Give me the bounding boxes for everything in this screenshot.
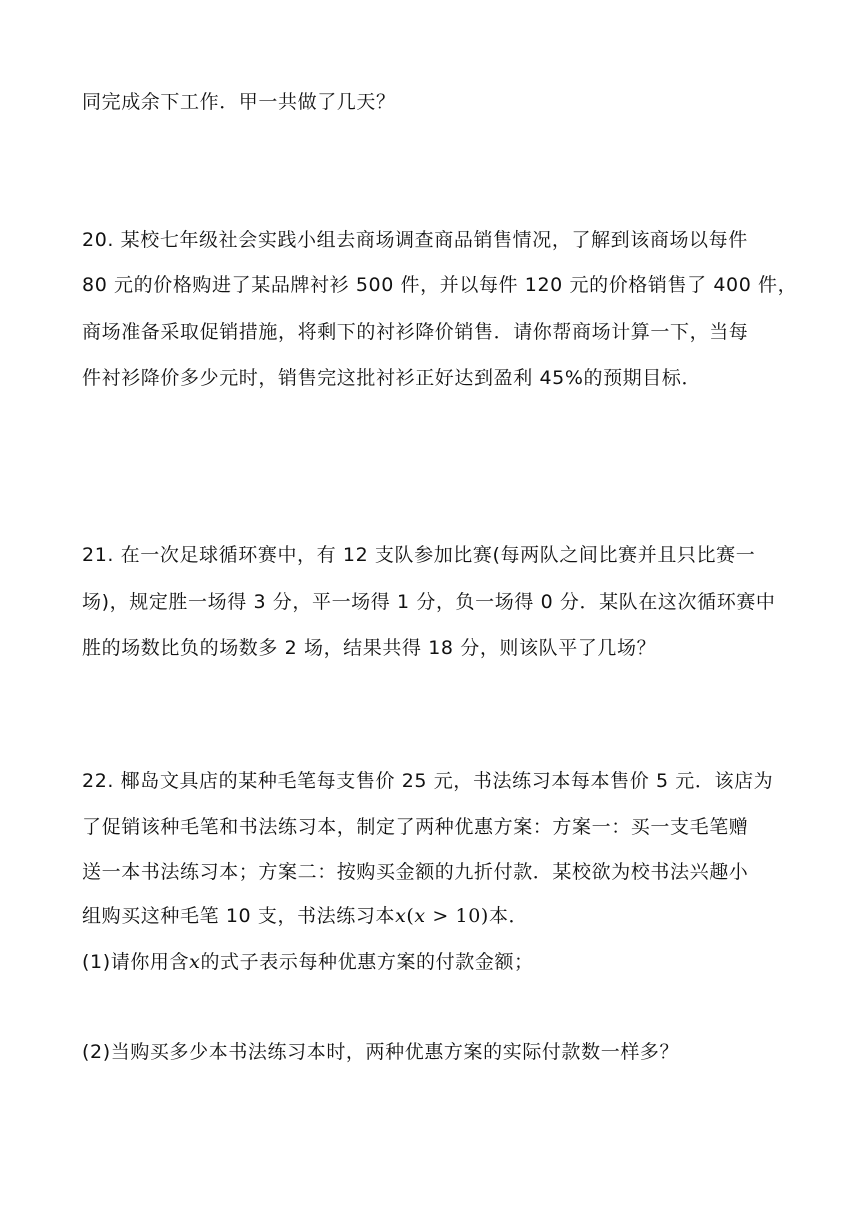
sub-1-variable-x: x [189,951,201,973]
q22-sub-1 [82,950,534,974]
q21-line-3: 胜的场数比负的场数多 2 场，结果共得 18 分，则该队平了几场？ [82,637,657,659]
intro-line-1: 同完成余下工作．甲一共做了几天？ [82,91,396,113]
variable-x-condition: x [414,905,426,927]
open-paren: ( [406,905,415,927]
q22-line-2: 了促销该种毛笔和书法练习本，制定了两种优惠方案：方案一：买一支毛笔赠 [82,816,749,838]
sub-1-prefix: (1)请你用含 [82,951,190,973]
q22-line-1: 22. 椰岛文具店的某种毛笔每支售价 25 元，书法练习本每本售价 5 元．该店为 [82,770,774,792]
variable-x: x [395,905,407,927]
q22-line-4-suffix: 本． [488,905,529,927]
sub-1-suffix: 的式子表示每种优惠方案的付款金额； [200,951,534,973]
q20-line-2: 80 元的价格购进了某品牌衬衫 500 件，并以每件 120 元的价格销售了 400 件， [82,274,798,296]
q21-line-1: 21. 在一次足球循环赛中，有 12 支队参加比赛(每两队之间比赛并且只比赛一 [82,544,756,566]
q22-line-3: 送一本书法练习本；方案二：按购买金额的九折付款．某校欲为校书法兴趣小 [82,861,749,883]
q20-line-1: 20. 某校七年级社会实践小组去商场调查商品销售情况，了解到该商场以每件 [82,229,748,251]
q21-line-2: 场)，规定胜一场得 3 分，平一场得 1 分，负一场得 0 分．某队在这次循环赛中 [82,591,776,613]
q22-sub-2: (2)当购买多少本书法练习本时，两种优惠方案的实际付款数一样多？ [82,1041,680,1063]
q22-line-4 [82,904,528,928]
q22-line-4-prefix: 组购买这种毛笔 10 支，书法练习本 [82,905,396,927]
q20-line-3: 商场准备采取促销措施，将剩下的衬衫降价销售．请你帮商场计算一下，当每 [82,321,749,343]
condition-text: > 10) [425,905,489,927]
q20-line-4: 件衬衫降价多少元时，销售完这批衬衫正好达到盈利 45%的预期目标． [82,367,702,389]
